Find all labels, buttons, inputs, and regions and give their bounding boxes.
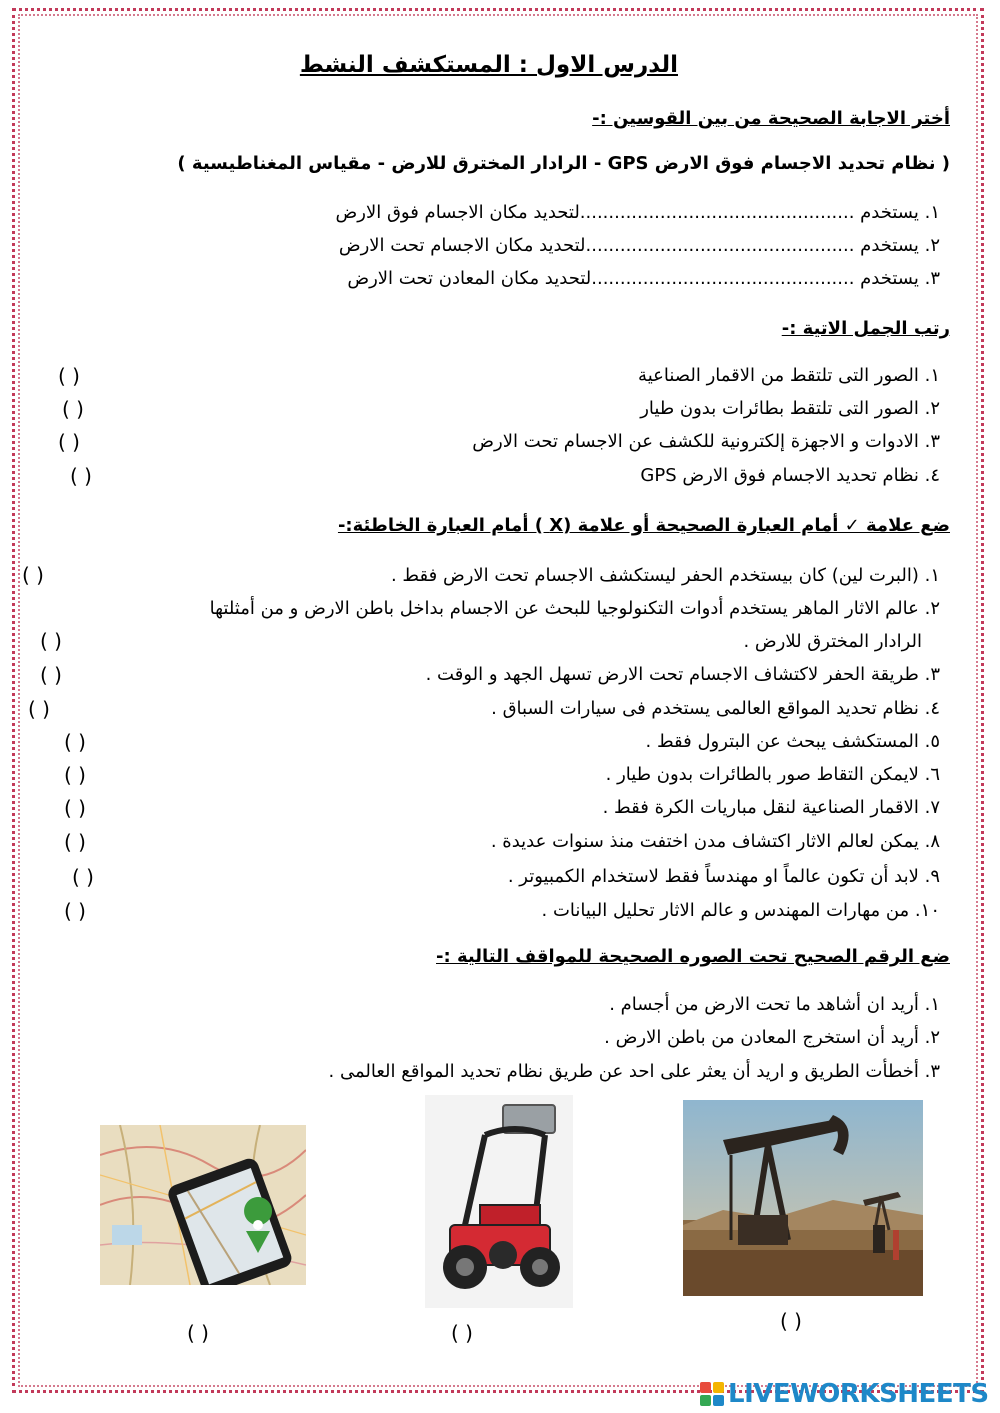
section4-heading: ضع الرقم الصحيح تحت الصوره الصحيحة للمواقف التالية :- bbox=[436, 946, 950, 967]
answer-box[interactable]: ( ) bbox=[40, 663, 62, 687]
section3-item-4: ٤. نظام تحديد المواقع العالمى يستخدم فى سيارات السباق . bbox=[491, 698, 940, 719]
answer-box[interactable]: ( ) bbox=[64, 763, 86, 787]
section4-item-2: ٢. أريد أن استخرج المعادن من باطن الارض . bbox=[604, 1027, 940, 1048]
section3-item-5: ٥. المستكشف يبحث عن البترول فقط . bbox=[645, 731, 940, 752]
answer-box[interactable]: ( ) bbox=[187, 1321, 209, 1345]
section3-item-6: ٦. لايمكن التقاط صور بالطائرات بدون طيار . bbox=[605, 764, 940, 785]
answer-box[interactable]: ( ) bbox=[58, 430, 80, 454]
section3-item-2-cont: الرادار المخترق للارض . bbox=[743, 631, 922, 652]
liveworksheets-logo bbox=[700, 1378, 989, 1410]
answer-box[interactable]: ( ) bbox=[28, 697, 50, 721]
answer-box[interactable]: ( ) bbox=[64, 730, 86, 754]
section1-heading: أختر الاجابة الصحيحة من بين القوسين :- bbox=[592, 108, 950, 129]
page-title: الدرس الاول : المستكشف النشط bbox=[299, 52, 678, 78]
section2-item-3: ٣. الادوات و الاجهزة إلكترونية للكشف عن الاجسام تحت الارض bbox=[472, 431, 940, 452]
answer-box[interactable]: ( ) bbox=[22, 563, 44, 587]
answer-box[interactable]: ( ) bbox=[72, 865, 94, 889]
section2-item-2: ٢. الصور التى تلتقط بطائرات بدون طيار bbox=[640, 398, 940, 419]
section3-item-2: ٢. عالم الاثار الماهر يستخدم أدوات التكنولوجيا للبحث عن الاجسام بداخل باطن الارض و من أمثلتها bbox=[209, 598, 940, 619]
section3-item-3: ٣. طريقة الحفر لاكتشاف الاجسام تحت الارض تسهل الجهد و الوقت . bbox=[425, 664, 940, 685]
section4-item-3: ٣. أخطأت الطريق و اريد أن يعثر على احد عن طريق نظام تحديد المواقع العالمى . bbox=[328, 1061, 940, 1082]
section3-item-1: ١. (البرت لين) كان بيستخدم الحفر ليستكشف الاجسام تحت الارض فقط . bbox=[390, 565, 940, 586]
answer-box[interactable]: ( ) bbox=[780, 1309, 802, 1333]
section2-item-4: ٤. نظام تحديد الاجسام فوق الارض GPS bbox=[640, 465, 940, 486]
section2-item-1: ١. الصور التى تلتقط من الاقمار الصناعية bbox=[638, 365, 940, 386]
answer-box[interactable]: ( ) bbox=[64, 899, 86, 923]
section4-item-1: ١. أريد ان أشاهد ما تحت الارض من أجسام . bbox=[609, 994, 940, 1015]
ground-radar-image bbox=[425, 1095, 573, 1308]
answer-box[interactable]: ( ) bbox=[64, 796, 86, 820]
section3-item-7: ٧. الاقمار الصناعية لنقل مباريات الكرة فقط . bbox=[602, 797, 940, 818]
answer-box[interactable]: ( ) bbox=[40, 629, 62, 653]
oil-pump-image bbox=[683, 1100, 923, 1296]
answer-box[interactable]: ( ) bbox=[70, 464, 92, 488]
answer-box[interactable]: ( ) bbox=[58, 364, 80, 388]
answer-box[interactable]: ( ) bbox=[451, 1321, 473, 1345]
section2-heading: رتب الجمل الاتية :- bbox=[781, 318, 950, 339]
section1-options: ( نظام تحديد الاجسام فوق الارض GPS - الرادار المخترق للارض - مقياس المغناطيسية ) bbox=[177, 153, 950, 174]
section3-item-10: ١٠. من مهارات المهندس و عالم الاثار تحليل البيانات . bbox=[541, 900, 940, 921]
logo-text: LIVEWORKSHEETS bbox=[728, 1379, 989, 1409]
section3-heading: ضع علامة ✓ أمام العبارة الصحيحة أو علامة (X ) أمام العبارة الخاطئة:- bbox=[337, 515, 950, 536]
section3-item-9: ٩. لابد أن تكون عالماً او مهندساً فقط لاستخدام الكمبيوتر . bbox=[507, 866, 940, 887]
section1-item-1: ١. يستخدم ................................................لتحديد مكان الاجسام فوق الارض bbox=[335, 202, 940, 223]
section1-item-3: ٣. يستخدم ..............................................لتحديد مكان المعادن تحت الارض bbox=[347, 268, 940, 289]
logo-icon bbox=[700, 1382, 724, 1406]
section1-item-2: ٢. يستخدم ...............................................لتحديد مكان الاجسام تحت الارض bbox=[338, 235, 940, 256]
section3-item-8: ٨. يمكن لعالم الاثار اكتشاف مدن اختفت منذ سنوات عديدة . bbox=[490, 831, 940, 852]
gps-map-image bbox=[100, 1125, 306, 1285]
answer-box[interactable]: ( ) bbox=[62, 397, 84, 421]
answer-box[interactable]: ( ) bbox=[64, 830, 86, 854]
